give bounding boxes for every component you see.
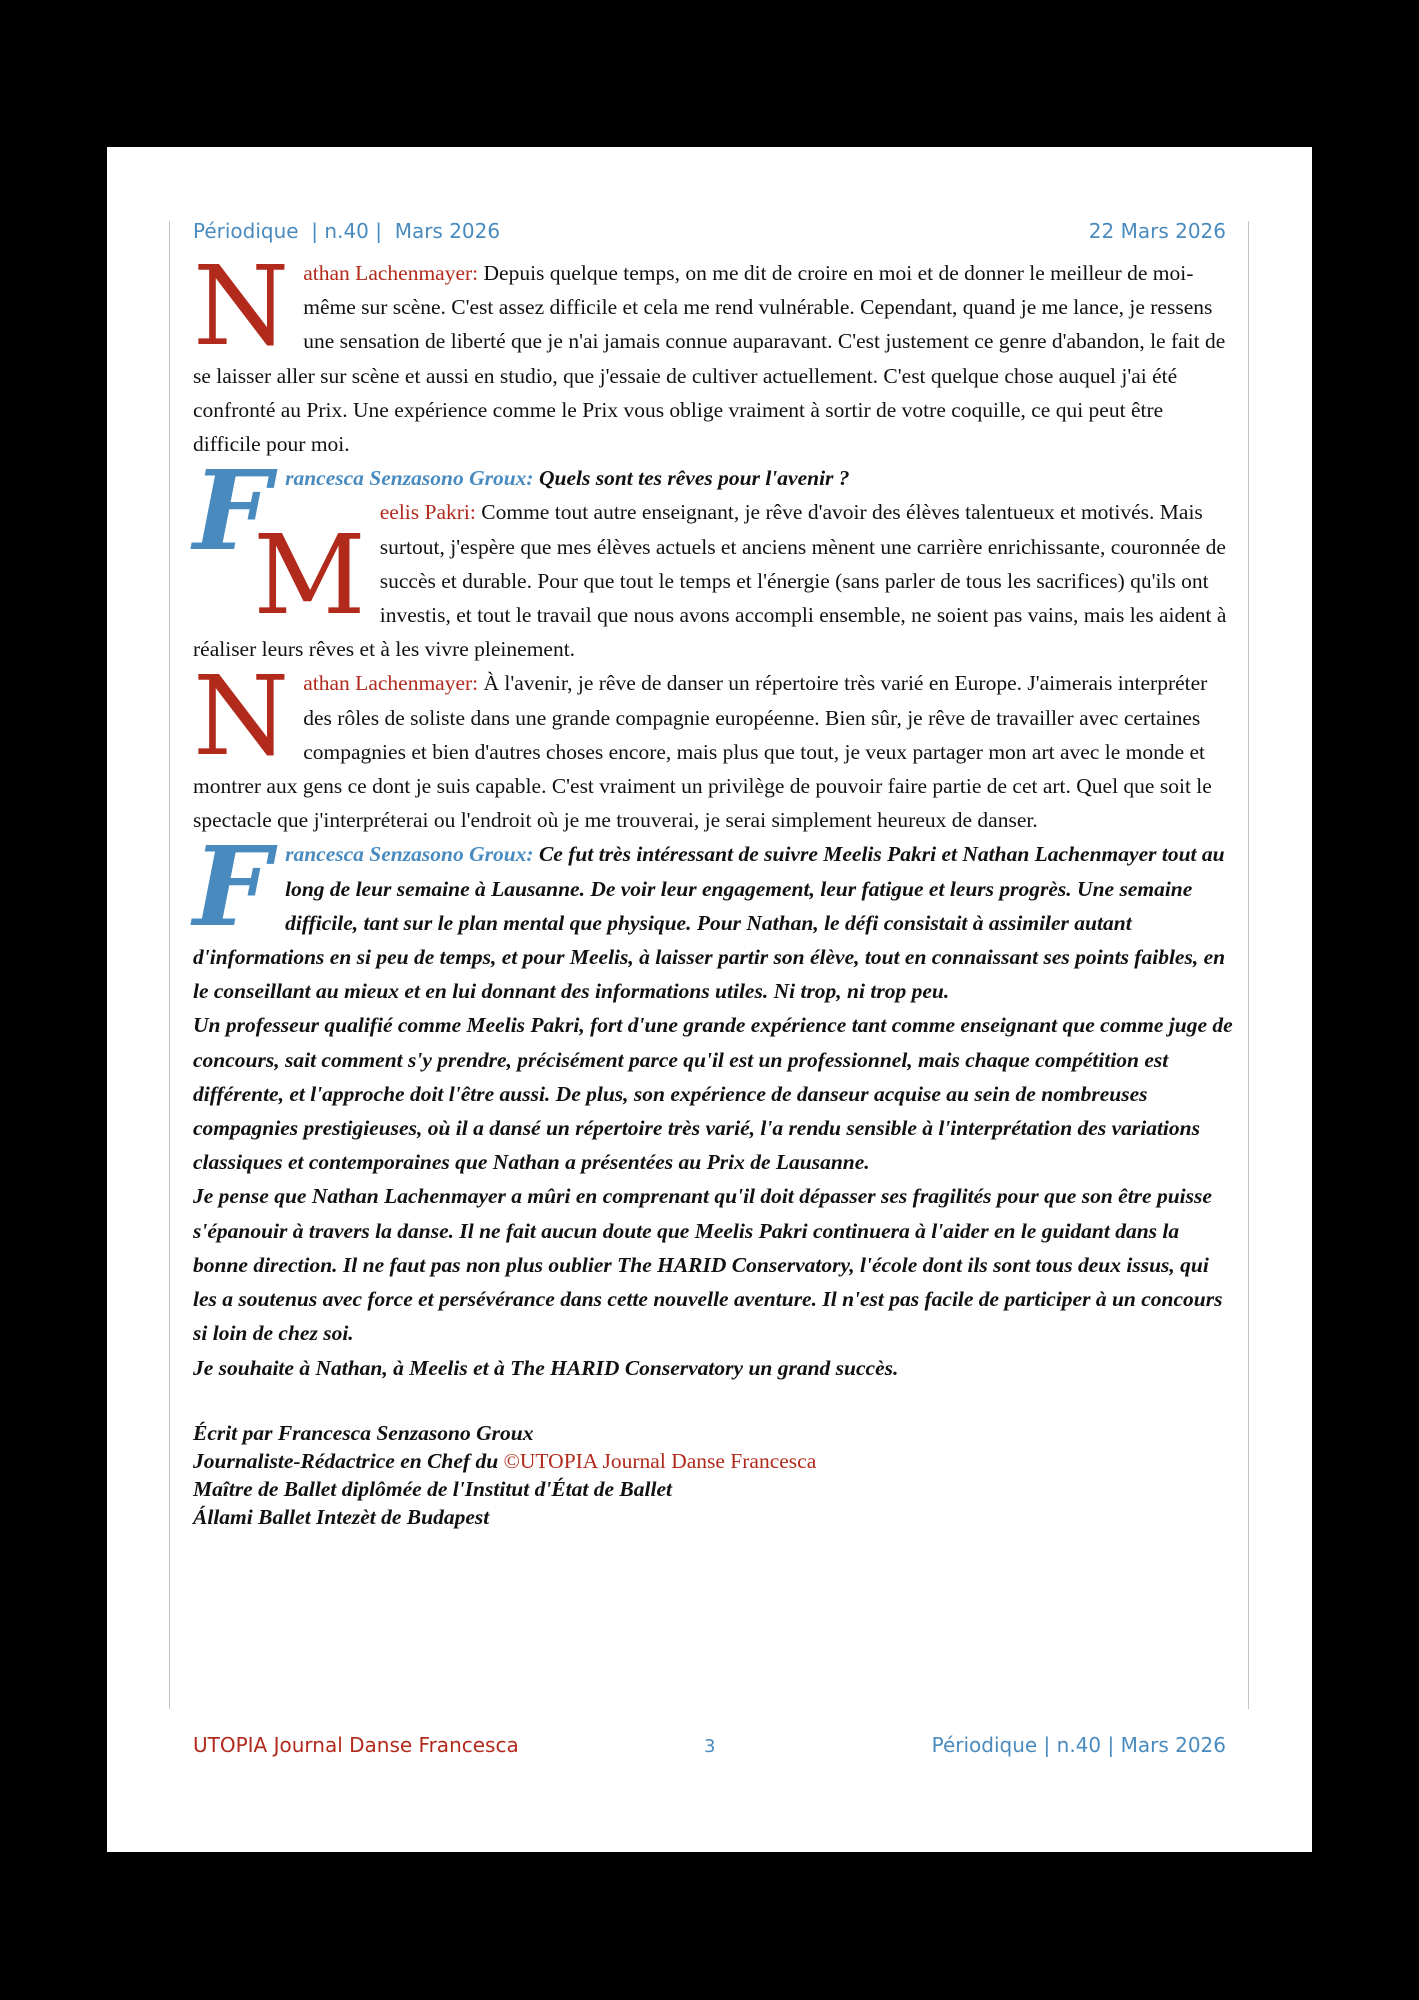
drop-cap: N (193, 242, 290, 370)
commentary-paragraph: Un professeur qualifié comme Meelis Pakri, fort d'une grande expérience tant comme enseignant que comme juge de concours, sait comment s'y prendre, précisément parce qu'il est un professionnel, mais chaque compétition est différente, et l'approche doit l'être aussi. De plus, son expérience de danseur acquise au sein de nombreuses compagnies prestigieuses, où il a dansé un répertoire très varié, l'a rendu sensible à l'interprétation des variations classiques et contemporaines que Nathan a présentées au Prix de Lausanne. (193, 1013, 1233, 1175)
interview-body (193, 242, 1233, 1531)
speaker-name: rancesca Senzasono Groux: (285, 842, 534, 867)
question-text: Quels sont tes rêves pour l'avenir ? (533, 466, 850, 491)
drop-cap: F (193, 822, 272, 952)
commentary-paragraph (193, 822, 1233, 1008)
answer-paragraph (193, 242, 1233, 461)
footer-publication: UTOPIA Journal Danse Francesca (193, 1733, 519, 1757)
signature-line: Állami Ballet Intezèt de Budapest (193, 1504, 490, 1529)
answer-text: À l'avenir, je rêve de danser un répertoire très varié en Europe. J'aimerais interpréter des rôles de soliste dans une grande compagnie européenne. Bien sûr, je rêve de travailler avec certaines compagnies et bien d'autres choses encore, mais plus que tout, je veux partager mon art avec le monde et montrer aux gens ce dont je suis capable. C'est vraiment un privilège de pouvoir faire partie de cet art. Quel que soit le spectacle que j'interpréterai ou l'endroit où je me trouverai, je serai simplement heureux de danser. (193, 671, 1212, 833)
speaker-name: eelis Pakri: (379, 500, 476, 525)
author-signature (193, 1419, 1233, 1531)
speaker-name: athan Lachenmayer: (303, 671, 479, 696)
document-page (107, 147, 1312, 1852)
drop-cap: F (193, 446, 272, 576)
speaker-name: rancesca Senzasono Groux: (285, 466, 534, 491)
header-issue-info: Périodique | n.40 | Mars 2026 (193, 219, 501, 243)
left-margin-rule (169, 221, 170, 1709)
signature-line: Maître de Ballet diplômée de l'Institut d'État de Ballet (193, 1476, 672, 1501)
page-number: 3 (704, 1736, 716, 1757)
signature-line: Écrit par Francesca Senzasono Groux (193, 1420, 534, 1445)
commentary-text: Ce fut très intéressant de suivre Meelis Pakri et Nathan Lachenmayer tout au long de leur semaine à Lausanne. De voir leur engagement, leur fatigue et leurs progrès. Une semaine difficile, tant sur le plan mental que physique. Pour Nathan, le défi consistait à assimiler autant d'informations en si peu de temps, et pour Meelis, à laisser partir son élève, tout en connaissant ses points faibles, en le conseillant au mieux et en lui donnant des informations utiles. Ni trop, ni trop peu. (193, 842, 1226, 1004)
signature-line: Journaliste-Rédactrice en Chef du (193, 1448, 504, 1473)
drop-cap: M (253, 511, 366, 640)
footer-issue-info: Périodique | n.40 | Mars 2026 (931, 1733, 1226, 1757)
answer-paragraph (193, 652, 1233, 837)
speaker-name: athan Lachenmayer: (303, 261, 479, 285)
right-margin-rule (1248, 221, 1249, 1709)
answer-text: Depuis quelque temps, on me dit de croire en moi et de donner le meilleur de moi-même sur scène. C'est assez difficile et cela me rend vulnérable. Cependant, quand je me lance, je ressens une sensation de liberté que je n'ai jamais connue auparavant. C'est justement ce genre d'abandon, le fait de se laisser aller sur scène et aussi en studio, que j'essaie de cultiver actuellement. C'est quelque chose auquel j'ai été confronté au Prix. Une expérience comme le Prix vous oblige vraiment à sortir de votre coquille, ce qui peut être difficile pour moi. (193, 261, 1226, 457)
drop-cap: N (193, 652, 290, 781)
answer-text: Comme tout autre enseignant, je rêve d'avoir des élèves talentueux et motivés. Mais surtout, j'espère que mes élèves actuels et anciens mènent une carrière enrichissante, couronnée de succès et durable. Pour que tout le temps et l'énergie (sans parler de tous les sacrifices) qu'ils ont investis, et tout le travail que nous avons accompli ensemble, ne soient pas vains, mais les aident à réaliser leurs rêves et à les vivre pleinement. (193, 500, 1227, 662)
commentary-paragraph: Je pense que Nathan Lachenmayer a mûri en comprenant qu'il doit dépasser ses fragilités pour que son être puisse s'épanouir à travers la danse. Il ne fait aucun doute que Meelis Pakri continuera à l'aider en le guidant dans la bonne direction. Il ne faut pas non plus oublier The HARID Conservatory, l'école dont ils sont tous deux issus, qui les a soutenus avec force et persévérance dans cette nouvelle aventure. Il n'est pas facile de participer à un concours si loin de chez soi. (193, 1184, 1223, 1346)
answer-paragraph (193, 495, 1233, 666)
publication-name: ©UTOPIA Journal Danse Francesca (503, 1448, 817, 1473)
commentary-paragraph: Je souhaite à Nathan, à Meelis et à The HARID Conservatory un grand succès. (193, 1355, 899, 1380)
header-date: 22 Mars 2026 (1088, 219, 1226, 243)
